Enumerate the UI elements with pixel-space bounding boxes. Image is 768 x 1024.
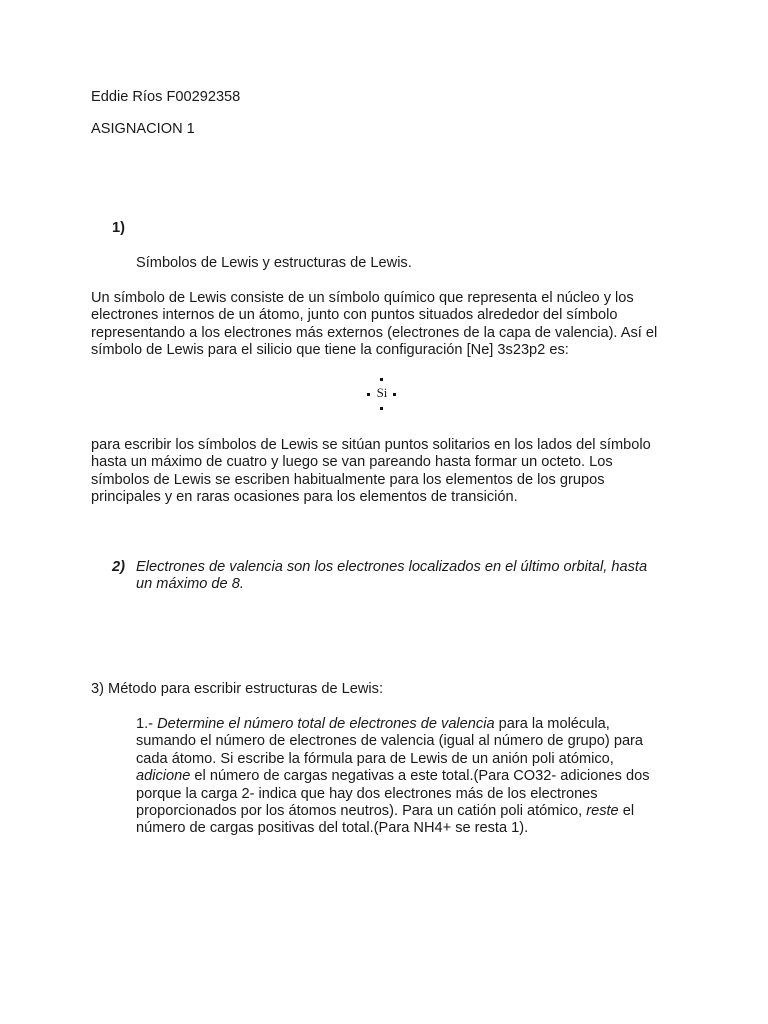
step-1-italic-adicione: adicione <box>136 768 191 785</box>
step-1-italic-lead: Determine el número total de electrones de valencia <box>157 716 495 732</box>
para1-line: símbolo de Lewis para el silicio que tiene la configuración [Ne] 3s23p2 es: <box>91 342 569 359</box>
lewis-element-symbol: Si <box>376 385 388 400</box>
para1-line: electrones internos de un átomo, junto con puntos situados alrededor del símbolo <box>91 307 618 324</box>
step-1-line: porque la carga 2- indica que hay dos electrones más de los electrones <box>136 785 598 802</box>
step-1-italic-reste: reste <box>586 803 619 820</box>
para1-line: representando a los electrones más externos (electrones de la capa de valencia). Así el <box>91 324 658 341</box>
section-2-item <box>112 559 672 594</box>
para2-line: símbolos de Lewis se escriben habitualmente para los elementos de los grupos <box>91 471 605 488</box>
section-2-line-1: Electrones de valencia son los electrones localizados en el último orbital, hasta <box>136 559 648 575</box>
step-1-after-lead: para la molécula, <box>494 716 610 732</box>
step-1-line-6-end: el <box>618 803 635 820</box>
para1-line: Un símbolo de Lewis consiste de un símbolo químico que representa el núcleo y los <box>91 290 634 306</box>
section-2-line-2: un máximo de 8. <box>136 576 244 593</box>
section-1-heading: Símbolos de Lewis y estructuras de Lewis. <box>136 255 412 271</box>
section-1-paragraph-2 <box>91 437 671 507</box>
lewis-symbol-silicon <box>360 376 404 414</box>
step-1-prefix: 1.- <box>136 716 158 732</box>
assignment-title: ASIGNACION 1 <box>91 121 195 137</box>
step-1-line: número de cargas positivas del total.(Para NH4+ se resta 1). <box>136 820 529 837</box>
section-1-paragraph-1 <box>91 290 671 360</box>
valence-dot-bottom <box>380 407 383 410</box>
step-1-line: sumando el número de electrones de valencia (igual al número de grupo) para <box>136 733 644 750</box>
step-1-line-4-rest: el número de cargas negativas a este total.(Para CO32- adiciones dos <box>190 768 650 785</box>
author-line: Eddie Ríos F00292358 <box>91 89 241 105</box>
section-3-heading: 3) Método para escribir estructuras de Lewis: <box>91 681 384 697</box>
para2-line: para escribir los símbolos de Lewis se sitúan puntos solitarios en los lados del símbolo <box>91 437 651 453</box>
para2-line: principales y en raras ocasiones para los elementos de transición. <box>91 489 518 506</box>
section-2-number: 2) <box>112 559 125 575</box>
section-1-number: 1) <box>112 220 125 236</box>
valence-dot-top <box>380 378 383 381</box>
step-1-line: cada átomo. Si escribe la fórmula para de Lewis de un anión poli atómico, <box>136 750 614 767</box>
step-1-line-6-start: proporcionados por los átomos neutros). Para un catión poli atómico, <box>136 803 587 820</box>
para2-line: hasta un máximo de cuatro y luego se van pareando hasta formar un octeto. Los <box>91 454 613 471</box>
section-3-step-1 <box>136 716 671 838</box>
